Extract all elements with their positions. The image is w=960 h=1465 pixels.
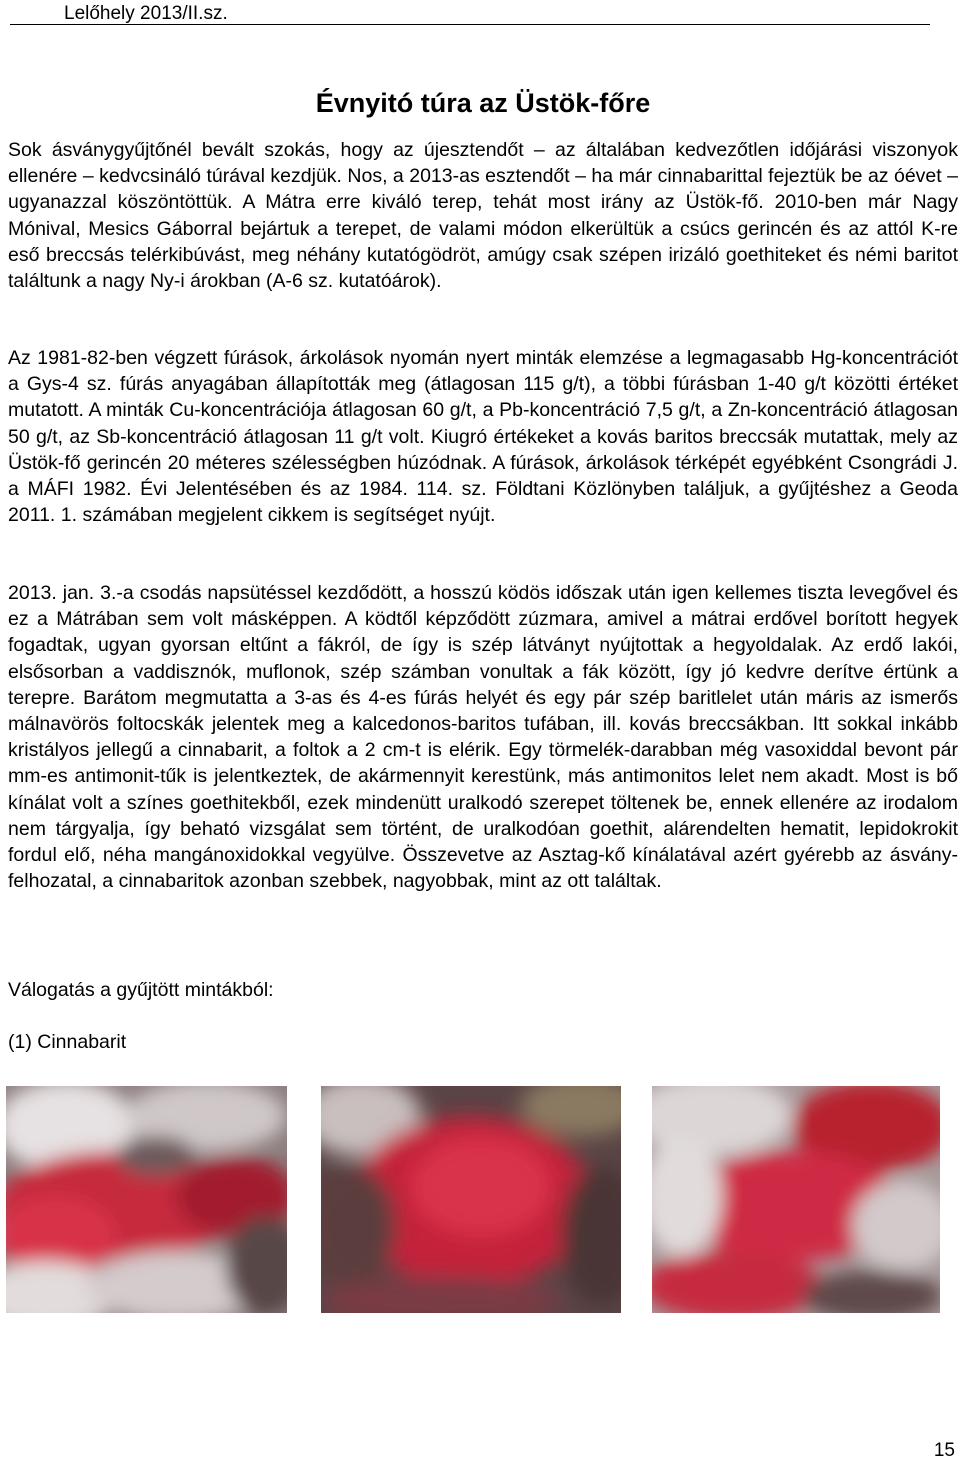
selection-heading: Válogatás a gyűjtött mintákból: — [8, 979, 274, 1001]
header-divider — [10, 24, 930, 25]
cinnabarite-photo-3 — [652, 1086, 940, 1313]
paragraph-drilling-results: Az 1981-82-ben végzett fúrások, árkolások nyomán nyert minták elemzése a legmagasabb Hg-koncentrációt a Gys-4 sz. fúrás anyagában állapították meg (átlagosan 115 g/t), a többi fúrásban 1-40 g/t közötti értéket mutatott. A minták Cu-koncentrációja átlagosan 60 g/t, a Pb-koncentráció 7,5 g/t, a Zn-koncentráció átlagosan 50 g/t, az Sb-koncentráció átlagosan 11 g/t volt. Kiugró értékeket a kovás baritos breccsák mutattak, mely az Üstök-fő gerincén 20 méteres szélességben húzódnak. A fúrások, árkolások térképét egyébként Csongrádi J. a MÁFI 1982. Évi Jelentésében és az 1984. 114. sz. Földtani Közlönyben találjuk, a gyűjtéshez a Geoda 2011. 1. számában megjelent cikkem is segítséget nyújt. — [8, 347, 958, 527]
paragraph-field-trip: 2013. jan. 3.-a csodás napsütéssel kezdődött, a hosszú ködös időszak után igen kellemes tiszta levegővel és ez a Mátrában sem volt másképpen. A ködtől képződött zúzmara, amivel a mátrai erdővel borított hegyek fogadtak, ugyan gyorsan eltűnt a fákról, de így is szép látványt nyújtottak a hegyoldalak. Az erdő lakói, elsősorban a vaddisznók, muflonok, szép számban vonultak a fák között, így jó kedvre derítve értünk a terepre. Barátom megmutatta a 3-as és 4-es fúrás helyét és egy pár szép baritlelet után máris az ismerős málnavörös foltocskák jelentek meg a kalcedonos-baritos tufában, ill. kovás breccsákban. Itt sokkal inkább kristályos jellegű a cinnabarit, a foltok a 2 cm-t is elérik. Egy törmelék-darabban még vasoxiddal bevont pár mm-es antimonit-tűk is jelentkeztek, de akármennyit kerestünk, más antimonitos lelet nem akadt. Most is bő kínálat volt a színes goethitekből, ezek mindenütt uralkodó szerepet töltenek be, ennek ellenére az irodalom nem tárgyalja, így beható vizsgálat sem történt, de uralkodóan goethit, alárendelten hematit, lepidokrokit fordul elő, néha mangánoxidokkal vegyülve. Összevetve az Asztag-kő kínálatával azért gyérebb az ásvány-felhozatal, a cinnabaritok azonban szebbek, nagyobbak, mint az ott találtak. — [8, 582, 958, 893]
sample-caption: (1) Cinnabarit — [8, 1031, 127, 1053]
article-title: Évnyitó túra az Üstök-főre — [315, 88, 651, 119]
paragraph-intro: Sok ásványgyűjtőnél bevált szokás, hogy az újesztendőt – az általában kedvezőtlen időjárási viszonyok ellenére – kedvcsináló túrával kezdjük. Nos, a 2013-as esztendőt – ha már cinnabarittal fejeztük be az óévet – ugyanazzal köszöntöttük. A Mátra erre kiváló terep, tehát most irány az Üstök-fő. 2010-ben már Nagy Mónival, Mesics Gáborral bejártuk a terepet, de valami módon elkerültük a csúcs gerincén és az attól K-re eső breccsás telérkibúvást, meg néhány kutatógödröt, amúgy csak szépen irizáló goethiteket és némi baritot találtunk a nagy Ny-i árokban (A-6 sz. kutatóárok). — [8, 139, 958, 293]
page-number: 15 — [933, 1440, 955, 1461]
running-header: Lelőhely 2013/II.sz. — [64, 3, 228, 24]
cinnabarite-photo-2 — [321, 1086, 621, 1313]
cinnabarite-photo-1 — [6, 1086, 287, 1313]
